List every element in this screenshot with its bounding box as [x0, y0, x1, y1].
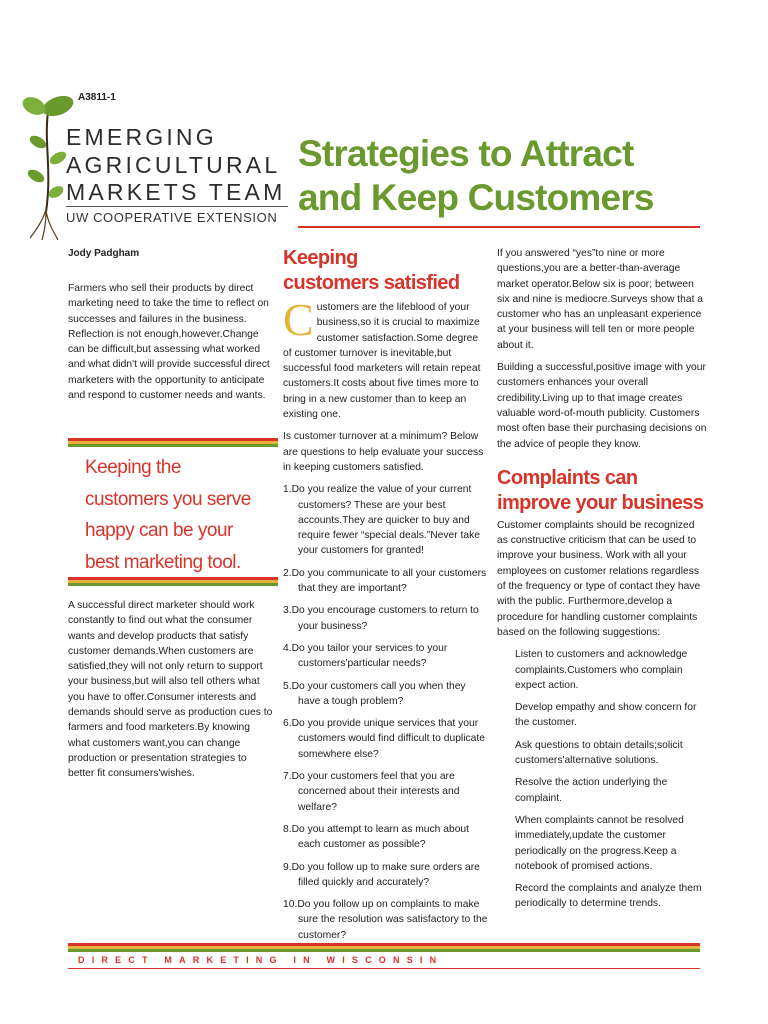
paragraph-lifeblood — [283, 294, 488, 422]
footer-label: DIRECT MARKETING IN WISCONSIN — [78, 955, 444, 965]
heading-line-1: Keeping — [283, 247, 358, 269]
suggestion-item: Listen to customers and acknowledge complaints.Customers who complain expect action. — [515, 649, 688, 691]
title-line-1: Strategies to Attract — [298, 133, 634, 174]
logo-line-agricultural: AGRICULTURAL — [66, 152, 281, 178]
question-item: 9.Do you follow up to make sure orders are filled quickly and accurately? — [283, 861, 480, 888]
logo-extension: UW COOPERATIVE EXTENSION — [66, 210, 278, 225]
suggestion-list — [497, 647, 707, 911]
question-list — [283, 482, 488, 943]
logo-line-emerging: EMERGING — [66, 124, 217, 150]
paragraph-turnover: Is customer turnover at a minimum? Below are questions to help evaluate your success in keeping customers satisfied. — [283, 431, 484, 473]
suggestion-item: Develop empathy and show concern for the customer. — [515, 702, 697, 729]
question-item: 1.Do you realize the value of your current customers? These are your best accounts.They are quicker to buy and require fewer “special deals.”Never take your customers for granted! — [283, 484, 480, 557]
paragraph-complaints: Customer complaints should be recognized as constructive criticism that can be used to improve your business. Work with all your employees on customer relations regardless of the frequency or type of contact they have with the public. Furthermore,develop a procedure for handling customer complaints based on the following suggestions: — [497, 519, 701, 638]
section-heading-complaints — [497, 466, 707, 516]
question-item: 2.Do you communicate to all your customers that they are important? — [283, 567, 487, 595]
heading-line-2: improve your business — [497, 491, 704, 514]
heading-line-2: customers satisfied — [283, 272, 460, 294]
suggestion-item: Record the complaints and analyze them periodically to determine trends. — [515, 883, 702, 910]
logo-line-markets-team: MARKETS TEAM — [66, 179, 286, 205]
quote-stripe-green-bottom — [68, 583, 278, 586]
paragraph-positive-image: Building a successful,positive image with your customers enhances your overall credibility.Living up to that image creates valuable word-of-mouth publicity. Customers most often base their purchasing decisions on the advice of people they know. — [497, 362, 707, 450]
question-item: 3.Do you encourage customers to return to your business? — [283, 605, 479, 632]
page-title — [298, 132, 654, 220]
intro-paragraph: Farmers who sell their products by direct marketing need to take the time to reflect on successes and failures in the business. Reflection is not enough,however.Change can be difficult,but assessing what worked and what didn't will provide successful direct marketers with the opportunity to anticipate and respond to customer needs and wants. — [68, 283, 270, 402]
question-item: 10.Do you follow up on complaints to make sure the resolution was satisfactory to the customer? — [283, 899, 488, 941]
question-item: 5.Do your customers call you when they have a tough problem? — [283, 680, 466, 707]
paragraph-yes-answers: If you answered “yes”to nine or more questions,you are a better-than-average market operator.Below six is poor; between six and nine is mediocre.Surveys show that a customer who has an unpleasant experience at your business will tell ten or more people about it. — [497, 248, 704, 351]
question-item: 8.Do you attempt to learn as much about each customer as possible? — [283, 823, 470, 851]
author: Jody Padgham — [68, 248, 140, 259]
suggestion-item: Ask questions to obtain details;solicit customers'alternative solutions. — [515, 739, 683, 767]
document-code: A3811-1 — [78, 92, 116, 103]
pull-quote: Keeping the customers you serve happy can be your best marketing tool. — [85, 457, 251, 573]
column-keeping-customers — [283, 246, 488, 950]
suggestion-item: Resolve the action underlying the complaint. — [515, 777, 668, 804]
footer-stripe-green — [68, 949, 700, 952]
section-heading-keeping — [283, 246, 488, 296]
footer-rule — [68, 968, 700, 969]
question-item: 4.Do you tailor your services to your customers'particular needs? — [283, 642, 448, 670]
paragraph-lifeblood-text: ustomers are the lifeblood of your business,so it is crucial to maximize customer satisfaction.Some degree of customer turnover is inevitable,but successful food marketers will retain repeat customers.It costs about five times more to bring in a new customer than to keep an existing one. — [283, 302, 481, 421]
column-complaints — [497, 246, 707, 919]
drop-cap: C — [283, 294, 314, 345]
paragraph-successful-marketer: A successful direct marketer should work constantly to find out what the consumer wants and develop products that satisfy customer demands.When customers are satisfied,they will not only return to support your business,but will also tell others what you have to offer.Consumer interests and demands should serve as production cues to farmers and food marketers.By knowing what customers want,you can change production or presentation strategies to better fit consumers'wishes. — [68, 600, 273, 780]
quote-stripe-green — [68, 444, 278, 447]
title-line-2: and Keep Customers — [298, 177, 654, 218]
question-item: 6.Do you provide unique services that your customers would find difficult to duplicate somewhere else? — [283, 718, 485, 760]
question-item: 7.Do your customers feel that you are concerned about their interests and welfare? — [283, 771, 460, 813]
suggestion-item: When complaints cannot be resolved immediately,update the customer periodically on the progress.Keep a notebook of promised actions. — [515, 814, 684, 872]
title-rule — [298, 226, 700, 228]
logo-divider — [66, 206, 288, 207]
heading-line-1: Complaints can — [497, 466, 638, 489]
